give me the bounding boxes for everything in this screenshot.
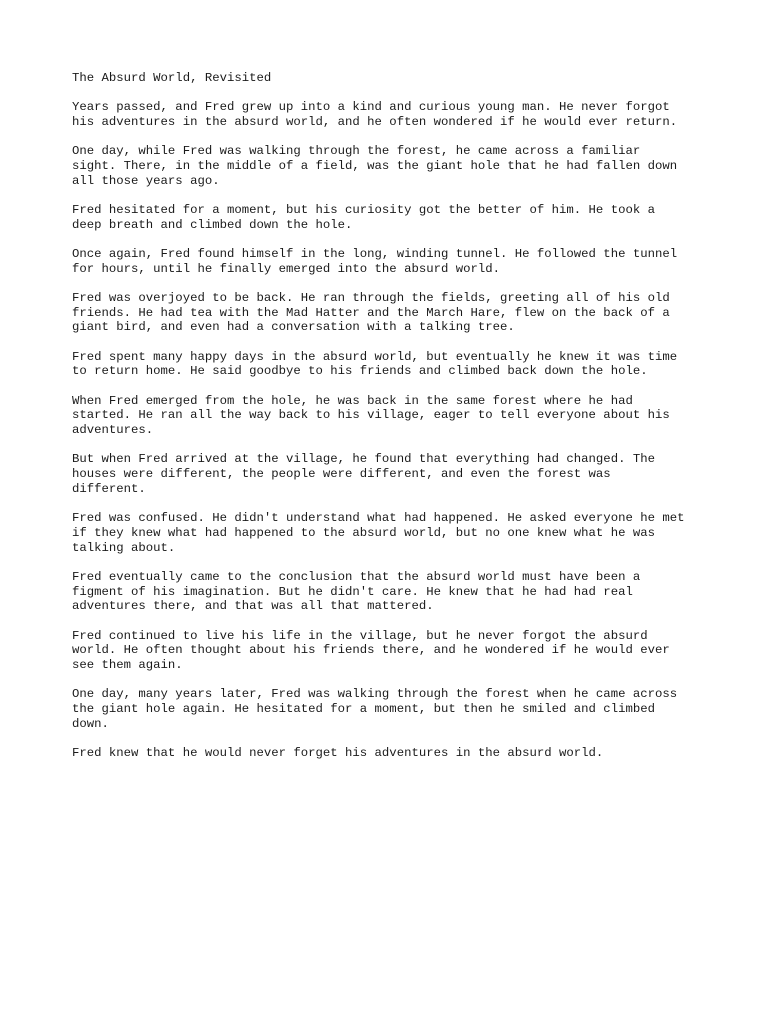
text-line: Years passed, and Fred grew up into a kind and curious young man. He never forgot [72,100,670,115]
document-page [72,71,712,775]
document-body [72,100,712,760]
text-line: houses were different, the people were different, and even the forest was [72,467,611,482]
text-line: the giant hole again. He hesitated for a moment, but then he smiled and climbed [72,701,655,716]
text-line: But when Fred arrived at the village, he found that everything had changed. The [72,452,655,467]
text-line: adventures. [72,423,154,438]
text-line: if they knew what had happened to the absurd world, but no one knew what he was [72,525,655,540]
paragraph [72,746,712,761]
paragraph [72,350,712,379]
text-line: Fred continued to live his life in the village, but he never forgot the absurd [72,628,648,643]
text-line: Fred eventually came to the conclusion that the absurd world must have been a [72,569,641,584]
paragraph [72,203,712,232]
paragraph [72,687,712,731]
text-line: Fred hesitated for a moment, but his curiosity got the better of him. He took a [72,203,655,217]
paragraph [72,100,712,129]
paragraph [72,570,712,614]
text-line: One day, while Fred was walking through the forest, he came across a familiar [72,144,641,159]
text-line: talking about. [72,540,176,555]
document-title: The Absurd World, Revisited [72,71,272,85]
text-line: giant bird, and even had a conversation with a talking tree. [72,320,515,335]
text-line: One day, many years later, Fred was walking through the forest when he came across [72,687,678,702]
paragraph [72,394,712,438]
paragraph [72,291,712,335]
text-line: When Fred emerged from the hole, he was back in the same forest where he had [72,393,633,408]
text-line: world. He often thought about his friends there, and he wondered if he would ever [72,643,670,658]
text-line: figment of his imagination. But he didn't care. He knew that he had had real [72,584,633,599]
text-line: sight. There, in the middle of a field, was the giant hole that he had fallen down [72,159,678,173]
text-line: deep breath and climbed down the hole. [72,217,353,232]
paragraph [72,144,712,188]
text-line: Fred was confused. He didn't understand what had happened. He asked everyone he met [72,511,685,526]
text-line: Once again, Fred found himself in the long, winding tunnel. He followed the tunnel [72,247,678,261]
text-line: all those years ago. [72,173,220,188]
paragraph [72,629,712,673]
text-line: down. [72,716,109,731]
text-line: to return home. He said goodbye to his friends and climbed back down the hole. [72,364,648,379]
text-line: Fred spent many happy days in the absurd world, but eventually he knew it was time [72,349,678,364]
text-line: Fred was overjoyed to be back. He ran through the fields, greeting all of his old [72,291,670,305]
paragraph [72,247,712,276]
paragraph [72,511,712,555]
text-line: see them again. [72,657,183,672]
text-line: started. He ran all the way back to his village, eager to tell everyone about his [72,408,670,423]
text-line: different. [72,481,146,496]
text-line: friends. He had tea with the Mad Hatter and the March Hare, flew on the back of a [72,305,670,320]
text-line: his adventures in the absurd world, and he often wondered if he would ever return. [72,115,678,129]
text-line: adventures there, and that was all that mattered. [72,599,434,614]
text-line: Fred knew that he would never forget his adventures in the absurd world. [72,745,604,760]
text-line: for hours, until he finally emerged into the absurd world. [72,261,501,276]
paragraph [72,452,712,496]
